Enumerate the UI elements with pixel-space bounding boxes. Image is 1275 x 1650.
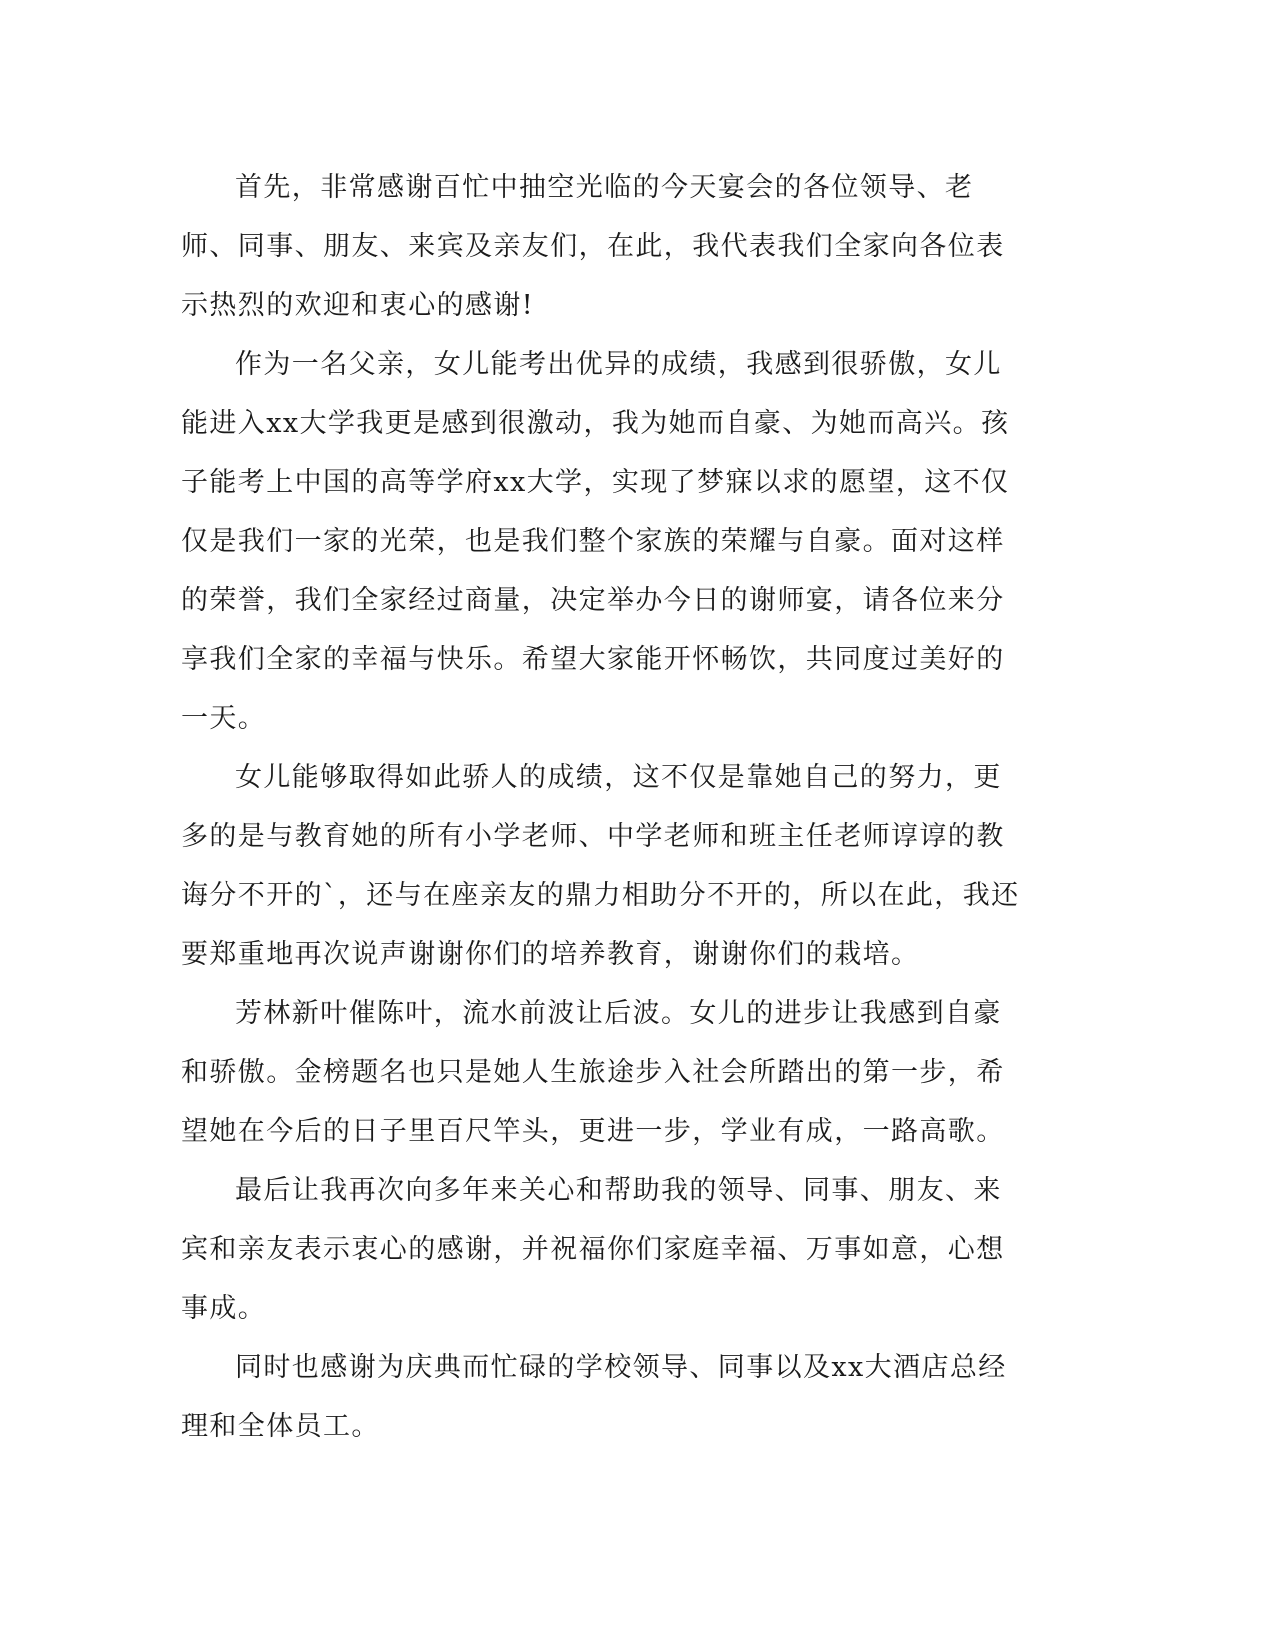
paragraph-staff-thanks: 同时也感谢为庆典而忙碌的学校领导、同事以及xx大酒店总经理和全体员工。	[181, 1352, 1007, 1442]
paragraph-final-thanks: 最后让我再次向多年来关心和帮助我的领导、同事、朋友、来宾和亲友表示衷心的感谢，并祝福你们家庭幸福、万事如意，心想事成。	[181, 1175, 1005, 1324]
document-body	[181, 158, 1029, 1456]
paragraph-future-wishes: 芳林新叶催陈叶，流水前波让后波。女儿的进步让我感到自豪和骄傲。金榜题名也只是她人生旅途步入社会所踏出的第一步，希望她在今后的日子里百尺竿头，更进一步，学业有成，一路高歌。	[181, 998, 1005, 1147]
paragraph-father-pride: 作为一名父亲，女儿能考出优异的成绩，我感到很骄傲，女儿能进入xx大学我更是感到很激动，我为她而自豪、为她而高兴。孩子能考上中国的高等学府xx大学，实现了梦寐以求的愿望，这不仅仅是我们一家的光荣，也是我们整个家族的荣耀与自豪。面对这样的荣誉，我们全家经过商量，决定举办今日的谢师宴，请各位来分享我们全家的幸福与快乐。希望大家能开怀畅饮，共同度过美好的一天。	[181, 349, 1010, 734]
paragraph-teachers-thanks: 女儿能够取得如此骄人的成绩，这不仅是靠她自己的努力，更多的是与教育她的所有小学老师、中学老师和班主任老师谆谆的教诲分不开的`，还与在座亲友的鼎力相助分不开的，所以在此，我还要郑重地再次说声谢谢你们的培养教育，谢谢你们的栽培。	[181, 762, 1020, 970]
paragraph-welcome: 首先，非常感谢百忙中抽空光临的今天宴会的各位领导、老师、同事、朋友、来宾及亲友们，在此，我代表我们全家向各位表示热烈的欢迎和衷心的感谢!	[181, 172, 1005, 321]
